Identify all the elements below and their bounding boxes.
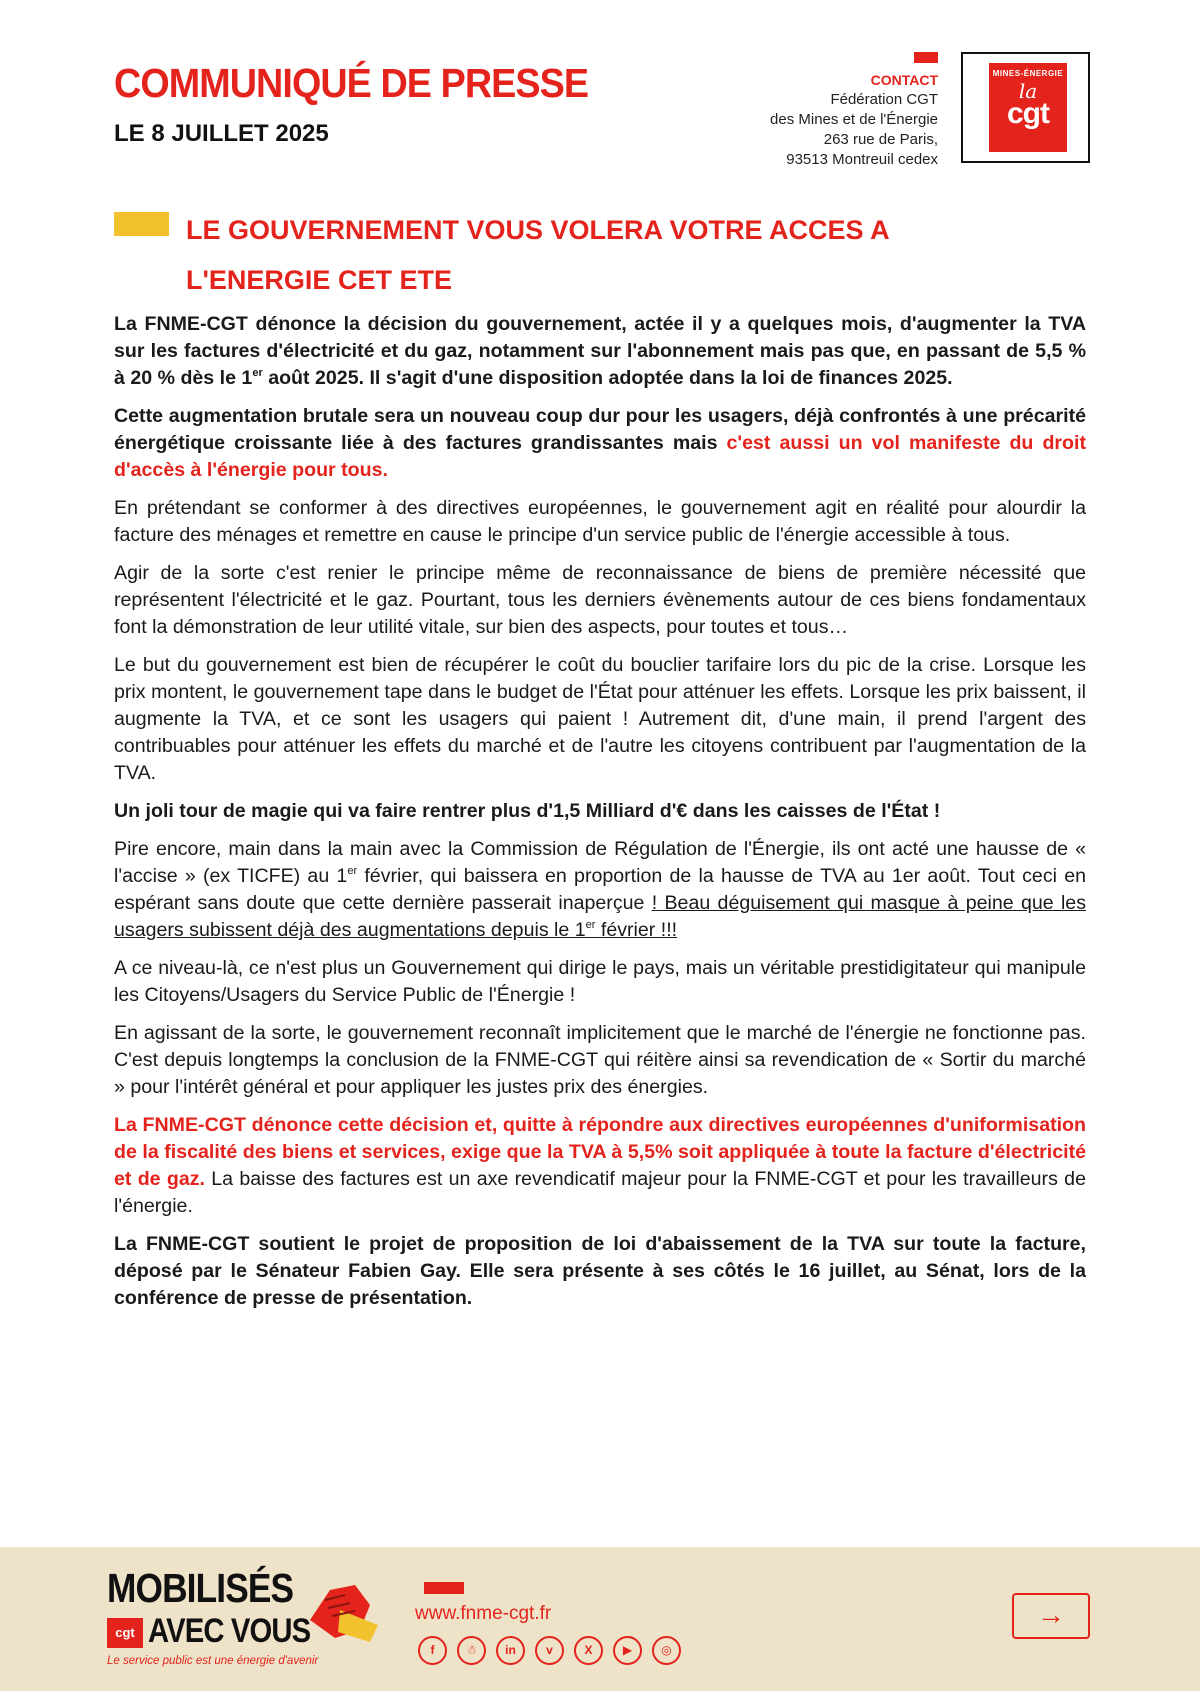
logo-la-text: la	[1018, 79, 1038, 103]
social-links	[418, 1636, 681, 1665]
highlighted-text: c'est aussi un vol manifeste du droit d'accès à l'énergie pour tous.	[114, 432, 1086, 481]
paragraph: Cette augmentation brutale sera un nouveau coup dur pour les usagers, déjà confrontés à une précarité énergétique croissante liée à des factures grandissantes mais c'est aussi un vol manifeste du droit d'accès à l'énergie pour tous.	[114, 405, 1086, 481]
campaign-subtitle: AVEC VOUS	[148, 1612, 311, 1650]
title-marker	[114, 212, 169, 236]
contact-label: CONTACT	[870, 72, 938, 88]
contact-line: Fédération CGT	[830, 91, 938, 108]
footer-accent-bar	[424, 1582, 464, 1594]
contact-line: 93513 Montreuil cedex	[786, 151, 938, 168]
highlighted-text: La FNME-CGT dénonce cette décision et, quitte à répondre aux directives européennes d'uniformisation de la fiscalité des biens et services, exige que la TVA à 5,5% soit appliquée à toute la facture d'électricité et de gaz.	[114, 1114, 1086, 1190]
next-arrow-button[interactable]: →	[1012, 1593, 1090, 1639]
paragraph: A ce niveau-là, ce n'est plus un Gouvernement qui dirige le pays, mais un véritable prestidigitateur qui manipule les Citoyens/Usagers du Service Public de l'Énergie !	[114, 957, 1086, 1006]
website-link[interactable]: www.fnme-cgt.fr	[415, 1603, 552, 1624]
paragraph: La FNME-CGT soutient le projet de proposition de loi d'abaissement de la TVA sur toute la facture, déposé par le Sénateur Fabien Gay. Elle sera présente à ses côtés le 16 juillet, au Sénat, lors de la conférence de presse de présentation.	[114, 1233, 1086, 1309]
paragraph: Agir de la sorte c'est renier le principe même de reconnaissance de biens de première nécessité que représentent l'électricité et le gaz. Pourtant, tous les derniers évènements autour de ces biens fondamentaux font la démonstration de leur utilité vitale, sur bien des aspects, pour toutes et tous…	[114, 562, 1086, 638]
paragraph: Le but du gouvernement est bien de récupérer le coût du bouclier tarifaire lors du pic de la crise. Lorsque les prix montent, le gouvernement tape dans le budget de l'État pour atténuer les effets. Lorsque les prix baissent, il augmente la TVA, et ce sont les usagers qui paient ! Autrement dit, d'une main, il prend l'argent des contribuables pour atténuer les effets du marché et de l'autre les citoyens contribuent par l'augmentation de la TVA.	[114, 654, 1086, 784]
contact-block	[770, 52, 938, 170]
paragraph: Un joli tour de magie qui va faire rentrer plus d'1,5 Milliard d'€ dans les caisses de l'État !	[114, 800, 941, 822]
campaign-tagline: Le service public est une énergie d'avenir	[107, 1655, 319, 1667]
raised-fist-icon	[300, 1570, 380, 1645]
x-twitter-icon[interactable]: X	[574, 1636, 603, 1665]
vimeo-icon[interactable]: v	[535, 1636, 564, 1665]
cgt-logo	[961, 52, 1090, 163]
youtube-icon[interactable]: ▶	[613, 1636, 642, 1665]
contact-line: des Mines et de l'Énergie	[770, 111, 938, 128]
snapchat-icon[interactable]: ☃	[457, 1636, 486, 1665]
paragraph: Pire encore, main dans la main avec la Commission de Régulation de l'Énergie, ils ont acté une hausse de « l'accise » (ex TICFE) au 1er février, qui baissera en proportion de la hausse de TVA au 1er août. Tout ceci en espérant sans doute que cette dernière passerait inaperçue ! Beau déguisement qui masque à peine que les usagers subissent déjà des augmentations depuis le 1er février !!!	[114, 838, 1086, 941]
press-release-date: LE 8 JUILLET 2025	[114, 120, 329, 147]
campaign-cgt-badge: cgt	[107, 1618, 143, 1648]
logo-top-text: MINES-ÉNERGIE	[992, 69, 1064, 78]
document-body	[114, 311, 1086, 1323]
linkedin-icon[interactable]: in	[496, 1636, 525, 1665]
campaign-title: MOBILISÉS	[107, 1565, 294, 1611]
paragraph: La FNME-CGT dénonce la décision du gouvernement, actée il y a quelques mois, d'augmenter la TVA sur les factures d'électricité et du gaz, notamment sur l'abonnement mais pas que, en passant de 5,5 % à 20 % dès le 1er août 2025. Il s'agit d'une disposition adoptée dans la loi de finances 2025.	[114, 313, 1086, 389]
paragraph: En agissant de la sorte, le gouvernement reconnaît implicitement que le marché de l'énergie ne fonctionne pas. C'est depuis longtemps la conclusion de la FNME-CGT qui réitère ainsi sa revendication de « Sortir du marché » pour l'intérêt général et pour appliquer les justes prix des énergies.	[114, 1022, 1086, 1098]
paragraph: La FNME-CGT dénonce cette décision et, quitte à répondre aux directives européennes d'uniformisation de la fiscalité des biens et services, exige que la TVA à 5,5% soit appliquée à toute la facture d'électricité et de gaz. La baisse des factures est un axe revendicatif majeur pour la FNME-CGT et pour les travailleurs de l'énergie.	[114, 1114, 1086, 1217]
document-title	[186, 205, 1086, 305]
title-line: L'ENERGIE CET ETE	[186, 265, 452, 295]
contact-line: 263 rue de Paris,	[823, 131, 938, 148]
title-line: LE GOUVERNEMENT VOUS VOLERA VOTRE ACCES A	[186, 215, 890, 245]
paragraph: En prétendant se conformer à des directives européennes, le gouvernement agit en réalité pour alourdir la facture des ménages et remettre en cause le principe d'un service public de l'énergie accessible à tous.	[114, 497, 1086, 546]
cgt-logo-mark	[989, 63, 1067, 152]
facebook-icon[interactable]: f	[418, 1636, 447, 1665]
underlined-text: ! Beau déguisement qui masque à peine que les usagers subissent déjà des augmentations depuis le 1er février !!!	[114, 892, 1086, 941]
instagram-icon[interactable]: ◎	[652, 1636, 681, 1665]
logo-cgt-text: cgt	[1007, 97, 1049, 130]
press-release-title: COMMUNIQUÉ DE PRESSE	[114, 60, 589, 106]
